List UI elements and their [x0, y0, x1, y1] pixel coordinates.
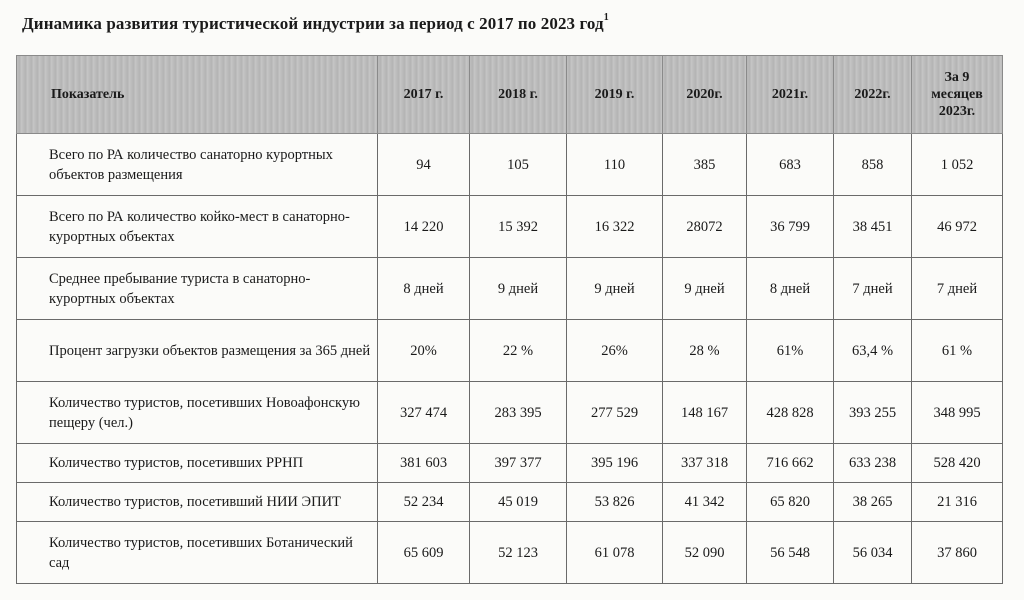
table-cell: 385 [663, 134, 747, 196]
table-cell: 8 дней [747, 258, 834, 320]
row-label: Количество туристов, посетивших Ботанический сад [17, 522, 378, 584]
table-row [17, 320, 1003, 382]
title-text: Динамика развития туристической индустрии за период с 2017 по 2023 год [22, 14, 604, 33]
table-cell: 9 дней [470, 258, 567, 320]
document-title [22, 14, 609, 34]
header-year-2022: 2022г. [834, 56, 912, 134]
table-cell: 15 392 [470, 196, 567, 258]
table-cell: 428 828 [747, 382, 834, 444]
table-cell: 9 дней [663, 258, 747, 320]
table-cell: 38 265 [834, 483, 912, 522]
header-row [17, 56, 1003, 134]
row-label: Количество туристов, посетивший НИИ ЭПИТ [17, 483, 378, 522]
row-label: Процент загрузки объектов размещения за 365 дней [17, 320, 378, 382]
table-row [17, 134, 1003, 196]
table-cell: 397 377 [470, 444, 567, 483]
header-indicator: Показатель [17, 56, 378, 134]
table-cell: 38 451 [834, 196, 912, 258]
table-row [17, 483, 1003, 522]
table-cell: 65 609 [378, 522, 470, 584]
row-label: Среднее пребывание туриста в санаторно-курортных объектах [17, 258, 378, 320]
table-row [17, 522, 1003, 584]
table-cell: 41 342 [663, 483, 747, 522]
table-cell: 277 529 [567, 382, 663, 444]
table-cell: 395 196 [567, 444, 663, 483]
table-cell: 56 034 [834, 522, 912, 584]
table-cell: 14 220 [378, 196, 470, 258]
title-footnote-marker: 1 [603, 12, 609, 24]
table-cell: 16 322 [567, 196, 663, 258]
table-cell: 8 дней [378, 258, 470, 320]
table-cell: 28072 [663, 196, 747, 258]
table-cell: 45 019 [470, 483, 567, 522]
table-cell: 1 052 [912, 134, 1003, 196]
table-cell: 22 % [470, 320, 567, 382]
table-cell: 283 395 [470, 382, 567, 444]
table-cell: 105 [470, 134, 567, 196]
table-cell: 633 238 [834, 444, 912, 483]
header-9-months-2023: За 9 месяцев 2023г. [912, 56, 1003, 134]
table-cell: 327 474 [378, 382, 470, 444]
table-row [17, 258, 1003, 320]
table-cell: 53 826 [567, 483, 663, 522]
table-cell: 63,4 % [834, 320, 912, 382]
table-cell: 381 603 [378, 444, 470, 483]
tourism-dynamics-table [16, 55, 1003, 584]
table-cell: 716 662 [747, 444, 834, 483]
table-cell: 94 [378, 134, 470, 196]
table-cell: 61 % [912, 320, 1003, 382]
row-label: Количество туристов, посетивших РРНП [17, 444, 378, 483]
header-year-2021: 2021г. [747, 56, 834, 134]
row-label: Количество туристов, посетивших Новоафонскую пещеру (чел.) [17, 382, 378, 444]
row-label: Всего по РА количество санаторно курортных объектов размещения [17, 134, 378, 196]
header-year-2020: 2020г. [663, 56, 747, 134]
header-year-2019: 2019 г. [567, 56, 663, 134]
table-cell: 26% [567, 320, 663, 382]
table-cell: 61 078 [567, 522, 663, 584]
table-cell: 46 972 [912, 196, 1003, 258]
table-cell: 52 234 [378, 483, 470, 522]
table-cell: 7 дней [912, 258, 1003, 320]
row-label: Всего по РА количество койко-мест в санаторно-курортных объектах [17, 196, 378, 258]
header-year-2017: 2017 г. [378, 56, 470, 134]
table-cell: 9 дней [567, 258, 663, 320]
table-cell: 52 090 [663, 522, 747, 584]
header-year-2018: 2018 г. [470, 56, 567, 134]
table-cell: 21 316 [912, 483, 1003, 522]
table-cell: 65 820 [747, 483, 834, 522]
table-cell: 37 860 [912, 522, 1003, 584]
table-cell: 7 дней [834, 258, 912, 320]
table-cell: 28 % [663, 320, 747, 382]
table-row [17, 196, 1003, 258]
table-cell: 528 420 [912, 444, 1003, 483]
table-cell: 20% [378, 320, 470, 382]
table-cell: 61% [747, 320, 834, 382]
table-cell: 683 [747, 134, 834, 196]
table-cell: 348 995 [912, 382, 1003, 444]
table-cell: 858 [834, 134, 912, 196]
table-cell: 36 799 [747, 196, 834, 258]
table-row [17, 382, 1003, 444]
table-cell: 148 167 [663, 382, 747, 444]
table-row [17, 444, 1003, 483]
table-cell: 337 318 [663, 444, 747, 483]
table-cell: 110 [567, 134, 663, 196]
table-cell: 56 548 [747, 522, 834, 584]
table-cell: 393 255 [834, 382, 912, 444]
table-cell: 52 123 [470, 522, 567, 584]
